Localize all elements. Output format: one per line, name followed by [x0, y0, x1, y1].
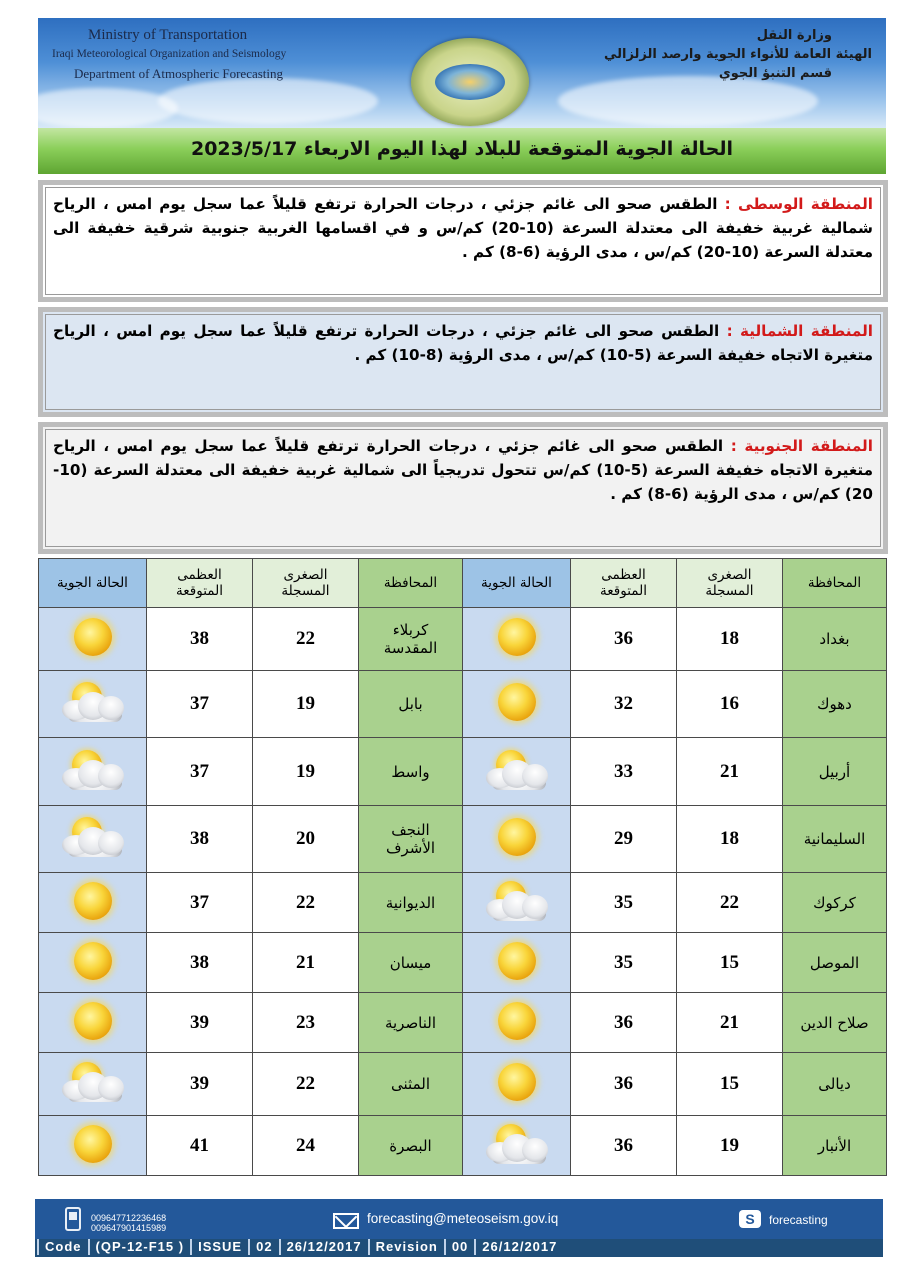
- max-temp-cell: 38: [147, 608, 253, 671]
- forecast-table: [38, 558, 887, 1176]
- footer-bar: [35, 1199, 883, 1257]
- header-province: المحافظة: [783, 559, 887, 608]
- province-cell: المثنى: [359, 1053, 463, 1116]
- organization-logo: [411, 38, 529, 126]
- region-middle-box: [38, 180, 888, 302]
- table-row: [39, 1116, 887, 1176]
- min-temp-cell: 15: [677, 1053, 783, 1116]
- weather-icon-cell: [463, 873, 571, 933]
- max-temp-cell: 37: [147, 671, 253, 738]
- weather-icon-cell: [463, 806, 571, 873]
- organization-name-ar: الهيئة العامة للأنواء الجوية وارصد الزلزالي: [603, 47, 872, 62]
- min-temp-cell: 18: [677, 806, 783, 873]
- sun-icon: [498, 683, 536, 721]
- weather-icon-cell: [39, 671, 147, 738]
- table-row: [39, 806, 887, 873]
- sun-icon: [74, 1002, 112, 1040]
- header-banner: [38, 18, 886, 128]
- sun-icon: [498, 1063, 536, 1101]
- department-name-en: Department of Atmospheric Forecasting: [74, 66, 284, 81]
- header-weather: الحالة الجوية: [463, 559, 571, 608]
- partly-cloudy-icon: [60, 815, 126, 859]
- header-min: الصغرى المسجلة: [253, 559, 359, 608]
- weather-icon-cell: [39, 993, 147, 1053]
- phone-number-2: 009647901415989: [91, 1223, 167, 1233]
- region-south-text: الطقس صحو الى غائم جزئي ، درجات الحرارة ترتفع قليلاً عما سجل يوم امس ، الرياح متغيرة الاتجاه خفيفة السرعة (5-10) كم/س تتحول تدريجياً الى شمالية غربية خفيفة الى معتدلة السرعة (10-20) كم/س ، مدى الرؤية (6-8) كم .: [53, 437, 874, 503]
- min-temp-cell: 21: [677, 738, 783, 806]
- province-cell: بغداد: [783, 608, 887, 671]
- max-temp-cell: 32: [571, 671, 677, 738]
- province-cell: البصرة: [359, 1116, 463, 1176]
- min-temp-cell: 19: [253, 671, 359, 738]
- issue-date: 26/12/2017: [279, 1239, 368, 1255]
- weather-icon-cell: [39, 608, 147, 671]
- max-temp-cell: 36: [571, 608, 677, 671]
- region-south-name: المنطقة الجنوبية :: [730, 437, 873, 455]
- header-province: المحافظة: [359, 559, 463, 608]
- revision-label: Revision: [368, 1239, 444, 1255]
- partly-cloudy-icon: [60, 748, 126, 792]
- max-temp-cell: 38: [147, 933, 253, 993]
- sun-icon: [74, 882, 112, 920]
- max-temp-cell: 35: [571, 873, 677, 933]
- province-cell: كركوك: [783, 873, 887, 933]
- province-cell: كربلاء المقدسة: [359, 608, 463, 671]
- province-cell: صلاح الدين: [783, 993, 887, 1053]
- min-temp-cell: 19: [253, 738, 359, 806]
- max-temp-cell: 35: [571, 933, 677, 993]
- weather-icon-cell: [463, 933, 571, 993]
- province-cell: الأنبار: [783, 1116, 887, 1176]
- max-temp-cell: 41: [147, 1116, 253, 1176]
- header-weather: الحالة الجوية: [39, 559, 147, 608]
- province-cell: السليمانية: [783, 806, 887, 873]
- weather-icon-cell: [463, 738, 571, 806]
- province-cell: واسط: [359, 738, 463, 806]
- mail-icon: [333, 1213, 359, 1229]
- sun-icon: [74, 618, 112, 656]
- table-header-row: [39, 559, 887, 608]
- min-temp-cell: 22: [253, 1053, 359, 1116]
- organization-name-en: Iraqi Meteorological Organization and Seismology: [52, 48, 287, 60]
- province-cell: ديالى: [783, 1053, 887, 1116]
- weather-icon-cell: [39, 738, 147, 806]
- ministry-name-en: Ministry of Transportation: [88, 27, 248, 43]
- phone-icon: [65, 1207, 81, 1231]
- province-cell: ميسان: [359, 933, 463, 993]
- weather-icon-cell: [39, 873, 147, 933]
- max-temp-cell: 37: [147, 738, 253, 806]
- header-min: الصغرى المسجلة: [677, 559, 783, 608]
- table-row: [39, 1053, 887, 1116]
- weather-icon-cell: [39, 1116, 147, 1176]
- sun-icon: [498, 1002, 536, 1040]
- header-max: العظمى المتوقعة: [147, 559, 253, 608]
- region-north-name: المنطقة الشمالية :: [726, 322, 873, 340]
- weather-icon-cell: [463, 1116, 571, 1176]
- skype-icon: S: [739, 1210, 761, 1228]
- weather-icon-cell: [463, 608, 571, 671]
- footer-contact-strip: [35, 1199, 883, 1239]
- province-cell: الناصرية: [359, 993, 463, 1053]
- weather-icon-cell: [39, 1053, 147, 1116]
- weather-icon-cell: [463, 993, 571, 1053]
- region-north-text: الطقس صحو الى غائم جزئي ، درجات الحرارة ترتفع قليلاً عما سجل يوم امس ، الرياح متغيرة الاتجاه خفيفة السرعة (5-10) كم/س ، مدى الرؤية (8-10) كم .: [53, 322, 873, 364]
- weather-icon-cell: [39, 933, 147, 993]
- email-address[interactable]: forecasting@meteoseism.gov.iq: [367, 1211, 559, 1226]
- max-temp-cell: 36: [571, 1116, 677, 1176]
- min-temp-cell: 24: [253, 1116, 359, 1176]
- header-english-text: [52, 26, 286, 83]
- weather-icon-cell: [39, 806, 147, 873]
- sun-icon: [74, 942, 112, 980]
- phone-number-1: 009647712236468: [91, 1213, 167, 1223]
- partly-cloudy-icon: [484, 879, 550, 923]
- revision-date: 26/12/2017: [474, 1239, 881, 1255]
- department-name-ar: قسم التنبؤ الجوي: [718, 66, 832, 81]
- region-north-box: [38, 307, 888, 417]
- header-max: العظمى المتوقعة: [571, 559, 677, 608]
- max-temp-cell: 29: [571, 806, 677, 873]
- forecast-title: الحالة الجوية المتوقعة للبلاد لهذا اليوم الاربعاء 2023/5/17: [190, 138, 734, 160]
- max-temp-cell: 39: [147, 993, 253, 1053]
- min-temp-cell: 22: [253, 608, 359, 671]
- min-temp-cell: 22: [253, 873, 359, 933]
- max-temp-cell: 38: [147, 806, 253, 873]
- min-temp-cell: 18: [677, 608, 783, 671]
- province-cell: الموصل: [783, 933, 887, 993]
- max-temp-cell: 36: [571, 1053, 677, 1116]
- weather-icon-cell: [463, 1053, 571, 1116]
- table-row: [39, 738, 887, 806]
- min-temp-cell: 20: [253, 806, 359, 873]
- table-row: [39, 608, 887, 671]
- min-temp-cell: 15: [677, 933, 783, 993]
- min-temp-cell: 23: [253, 993, 359, 1053]
- province-cell: بابل: [359, 671, 463, 738]
- forecast-title-bar: [38, 128, 886, 174]
- province-cell: الديوانية: [359, 873, 463, 933]
- sun-icon: [498, 942, 536, 980]
- table-row: [39, 993, 887, 1053]
- province-cell: أربيل: [783, 738, 887, 806]
- partly-cloudy-icon: [484, 748, 550, 792]
- skype-handle[interactable]: forecasting: [769, 1213, 828, 1227]
- weather-icon-cell: [463, 671, 571, 738]
- partly-cloudy-icon: [484, 1122, 550, 1166]
- issue-number: 02: [248, 1239, 278, 1255]
- max-temp-cell: 33: [571, 738, 677, 806]
- sun-icon: [498, 818, 536, 856]
- min-temp-cell: 21: [253, 933, 359, 993]
- min-temp-cell: 22: [677, 873, 783, 933]
- issue-label: ISSUE: [190, 1239, 248, 1255]
- sun-icon: [74, 1125, 112, 1163]
- max-temp-cell: 39: [147, 1053, 253, 1116]
- region-middle-name: المنطقة الوسطى :: [724, 195, 873, 213]
- partly-cloudy-icon: [60, 680, 126, 724]
- revision-number: 00: [444, 1239, 474, 1255]
- province-cell: النجف الأشرف: [359, 806, 463, 873]
- code-value: (QP-12-F15 ): [88, 1239, 191, 1255]
- code-label: Code: [37, 1239, 88, 1255]
- table-row: [39, 873, 887, 933]
- province-cell: دهوك: [783, 671, 887, 738]
- partly-cloudy-icon: [60, 1060, 126, 1104]
- ministry-name-ar: وزارة النقل: [756, 28, 832, 43]
- document-code-bar: [37, 1239, 881, 1255]
- region-middle-text: الطقس صحو الى غائم جزئي ، درجات الحرارة ترتفع قليلاً عما سجل يوم امس ، الرياح شمالية غربية خفيفة الى معتدلة السرعة (10-20) كم/س و في اقسامها الغربية جنوبية شرقية خفيفة الى معتدلة السرعة (10-20) كم/س ، مدى الرؤية (6-8) كم .: [53, 195, 873, 261]
- region-south-box: [38, 422, 888, 554]
- max-temp-cell: 36: [571, 993, 677, 1053]
- min-temp-cell: 21: [677, 993, 783, 1053]
- max-temp-cell: 37: [147, 873, 253, 933]
- phone-numbers: [91, 1213, 166, 1233]
- min-temp-cell: 16: [677, 671, 783, 738]
- table-row: [39, 933, 887, 993]
- sun-icon: [498, 618, 536, 656]
- table-row: [39, 671, 887, 738]
- min-temp-cell: 19: [677, 1116, 783, 1176]
- header-arabic-text: [604, 26, 872, 83]
